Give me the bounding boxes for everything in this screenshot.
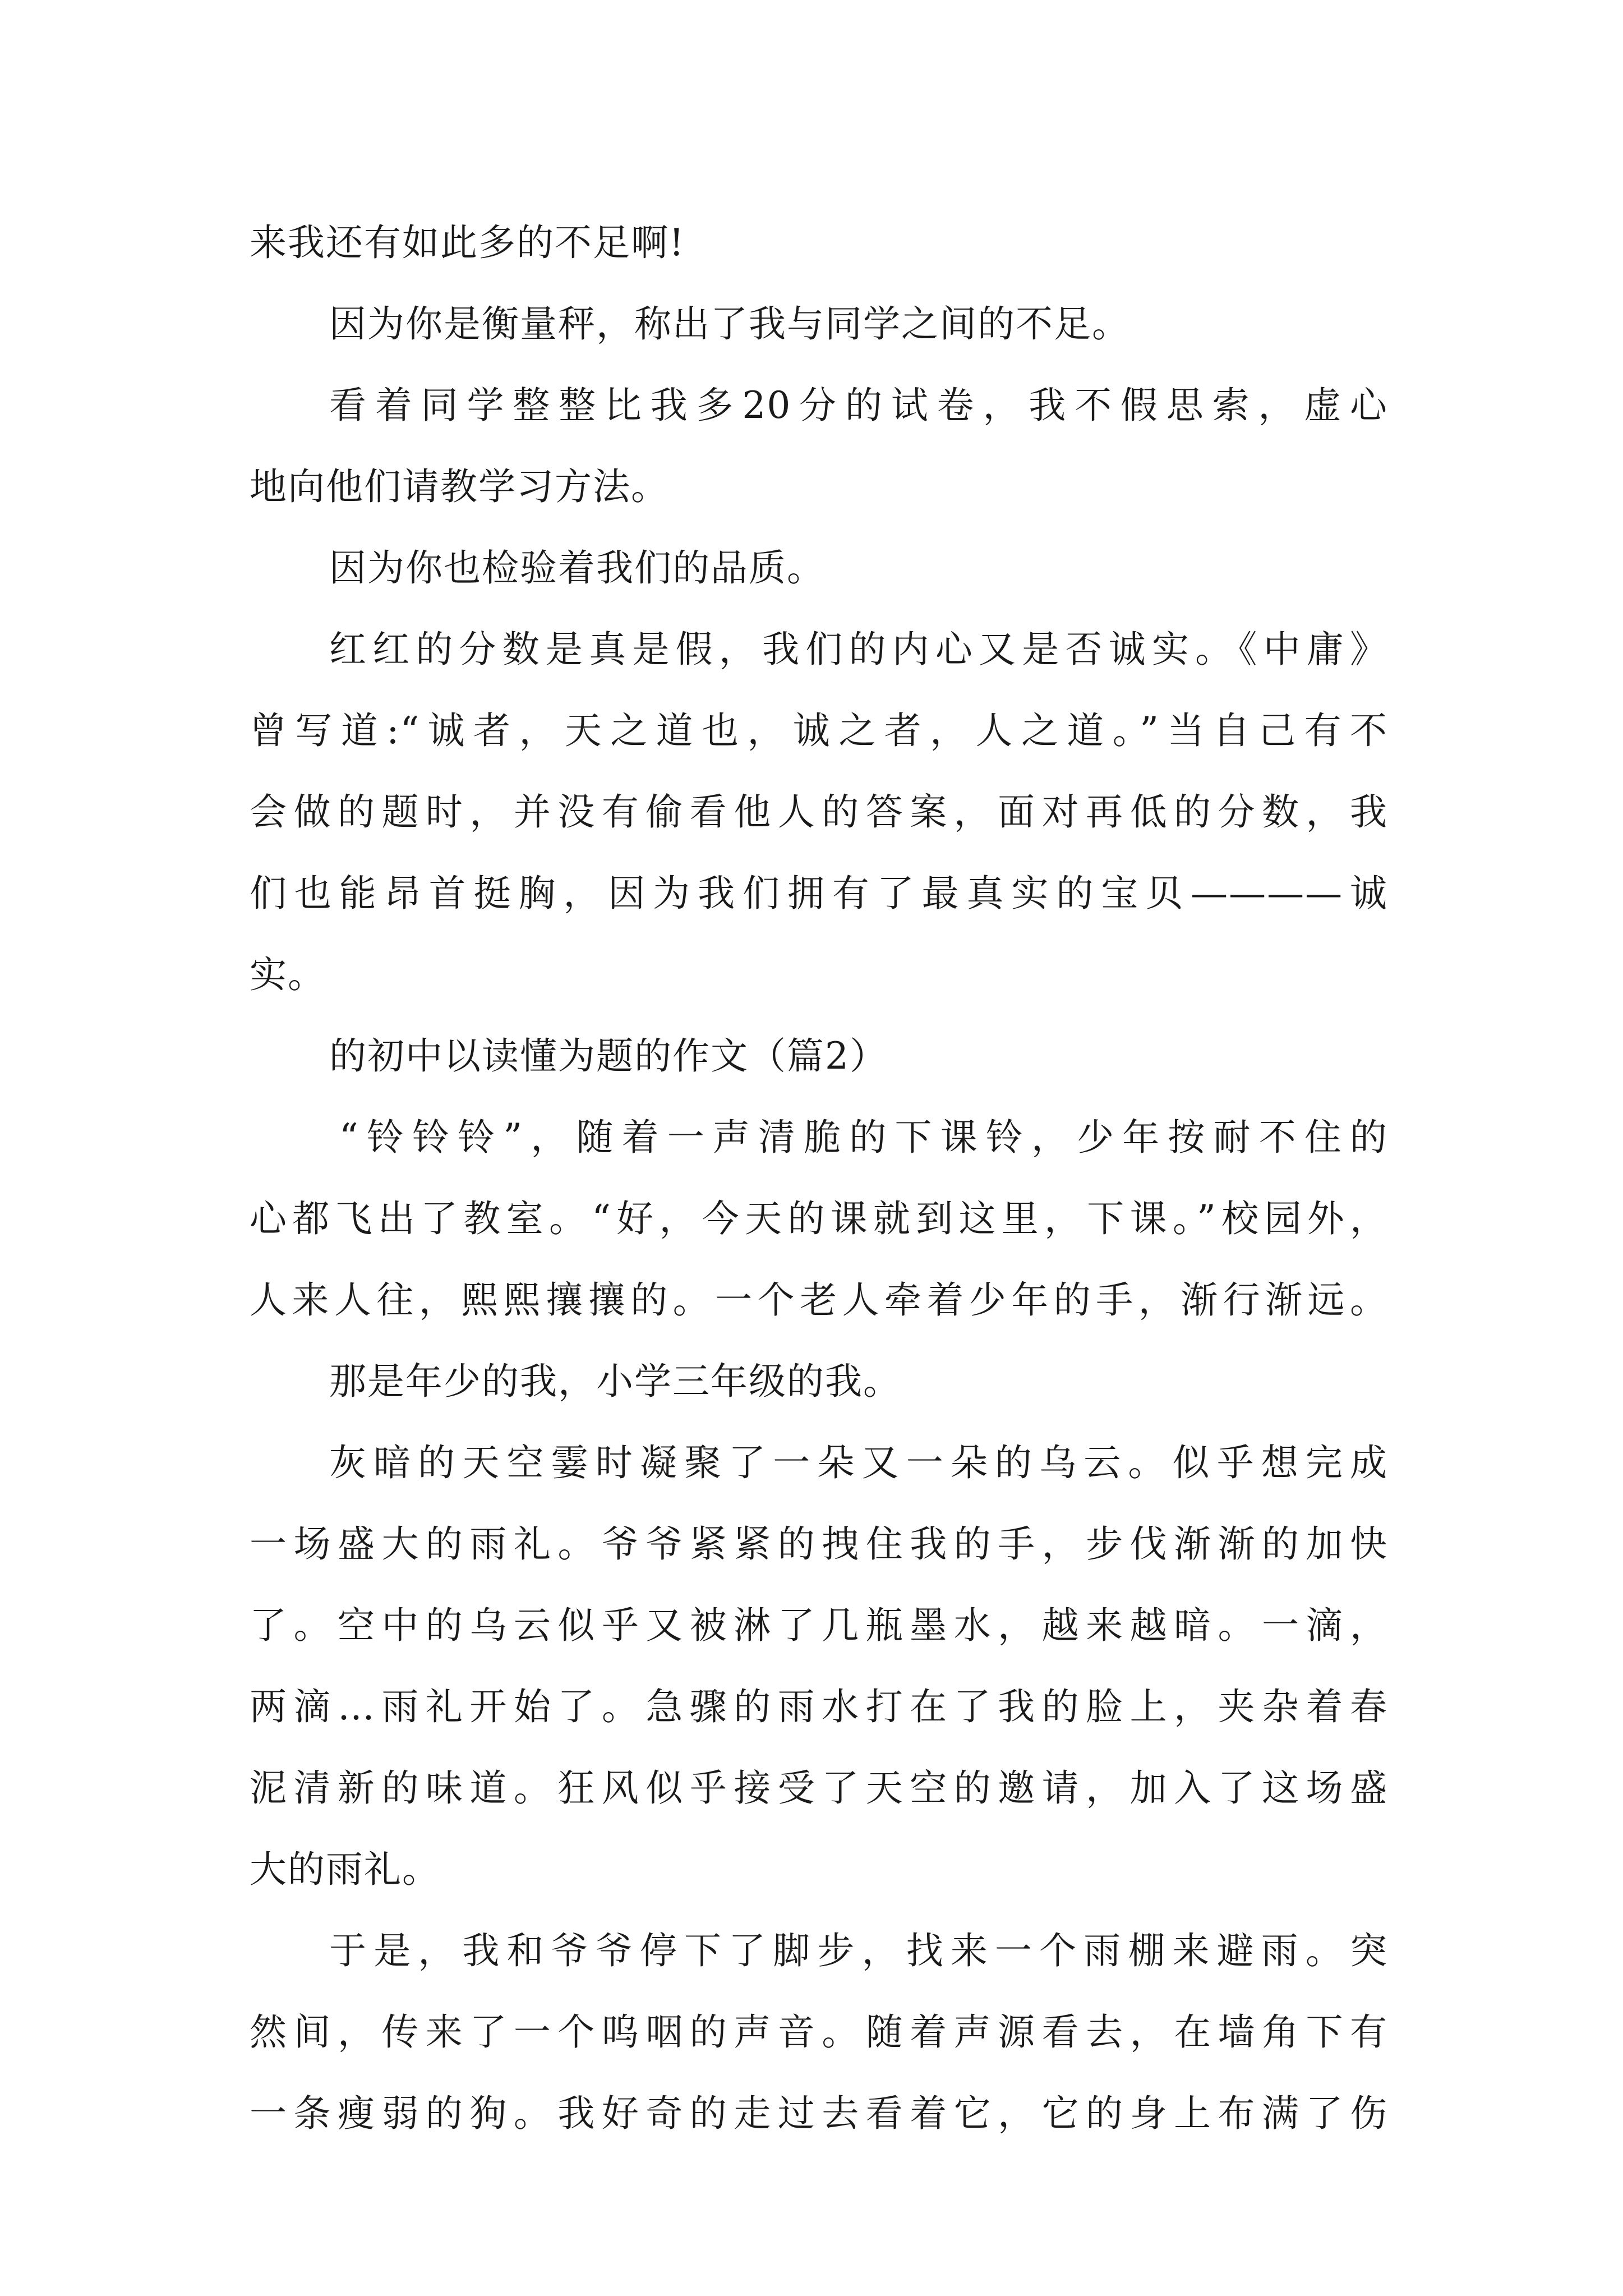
text-line: 了。空中的乌云似乎又被淋了几瓶墨水，越来越暗。一滴， xyxy=(250,1604,1388,1647)
text-line: 大的雨礼。 xyxy=(250,1848,440,1891)
paragraph-line: 灰暗的天空霎时凝聚了一朵又一朵的乌云。似乎想完成 xyxy=(329,1441,1388,1484)
paragraph-line: 于是，我和爷爷停下了脚步，找来一个雨棚来避雨。突 xyxy=(329,1929,1388,1972)
paragraph-line: 红红的分数是真是假，我们的内心又是否诚实。《中庸》 xyxy=(329,628,1388,671)
text-line: 来我还有如此多的不足啊! xyxy=(250,221,685,264)
text-line: 会做的题时，并没有偷看他人的答案，面对再低的分数，我 xyxy=(250,790,1388,834)
paragraph-line: 因为你是衡量秤，称出了我与同学之间的不足。 xyxy=(329,302,1130,346)
text-line: 实。 xyxy=(250,953,326,996)
text-line: 曾写道:“诚者，天之道也，诚之者，人之道。”当自己有不 xyxy=(250,709,1388,752)
text-line: 一条瘦弱的狗。我好奇的走过去看着它，它的身上布满了伤 xyxy=(250,2092,1388,2135)
text-line: 两滴…雨礼开始了。急骤的雨水打在了我的脸上，夹杂着春 xyxy=(250,1685,1388,1728)
paragraph-line: 那是年少的我，小学三年级的我。 xyxy=(329,1360,901,1403)
text-line: 心都飞出了教室。“好，今天的课就到这里，下课。”校园外， xyxy=(250,1197,1388,1240)
paragraph-line: “铃铃铃”，随着一声清脆的下课铃，少年按耐不住的 xyxy=(339,1116,1388,1159)
text-line: 泥清新的味道。狂风似乎接受了天空的邀请，加入了这场盛 xyxy=(250,1766,1388,1810)
paragraph-line: 看着同学整整比我多20分的试卷，我不假思索，虚心 xyxy=(329,384,1388,427)
text-line: 们也能昂首挺胸，因为我们拥有了最真实的宝贝————诚 xyxy=(250,872,1388,915)
text-line: 一场盛大的雨礼。爷爷紧紧的拽住我的手，步伐渐渐的加快 xyxy=(250,1522,1388,1566)
section-heading: 的初中以读懂为题的作文（篇2） xyxy=(329,1034,888,1078)
text-line: 地向他们请教学习方法。 xyxy=(250,465,669,508)
text-line: 人来人往，熙熙攘攘的。一个老人牵着少年的手，渐行渐远。 xyxy=(250,1278,1388,1322)
document-page xyxy=(250,202,1388,2154)
paragraph-line: 因为你也检验着我们的品质。 xyxy=(329,546,825,590)
text-line: 然间，传来了一个呜咽的声音。随着声源看去，在墙角下有 xyxy=(250,2010,1388,2054)
